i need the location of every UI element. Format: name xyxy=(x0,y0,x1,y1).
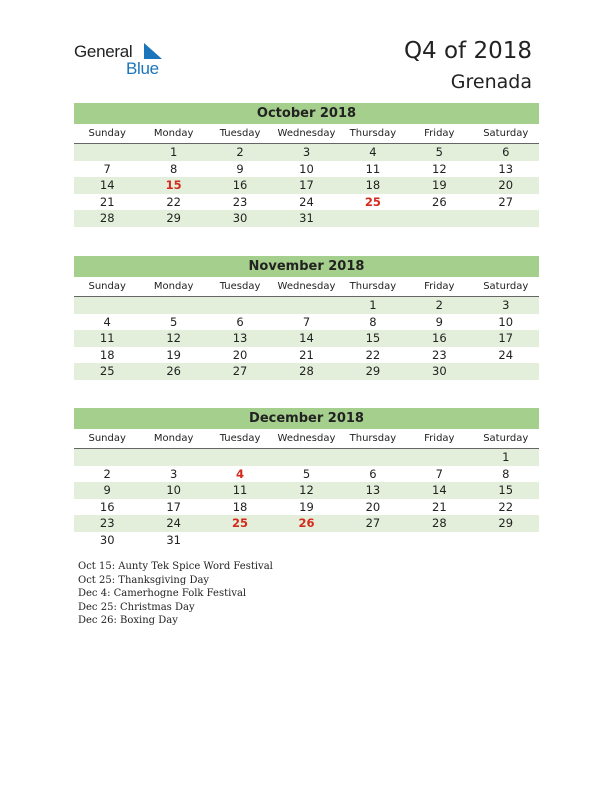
day-cell: 18 xyxy=(99,347,115,362)
week-row xyxy=(74,177,539,194)
day-cell: 22 xyxy=(166,194,181,209)
day-cell: 21 xyxy=(299,347,314,362)
day-cell: 19 xyxy=(166,347,181,362)
week-row xyxy=(74,330,539,347)
weekday-label: Wednesday xyxy=(277,128,336,139)
day-cell: 8 xyxy=(369,314,377,329)
holiday-notes xyxy=(78,560,273,628)
empty-day-cell xyxy=(140,297,206,314)
week-row xyxy=(74,363,539,380)
generalblue-logo xyxy=(74,42,184,78)
weekday-header-row xyxy=(74,277,539,297)
holiday-note: Oct 15: Aunty Tek Spice Word Festival xyxy=(78,561,273,572)
empty-day-cell xyxy=(406,532,472,549)
empty-day-cell xyxy=(273,297,339,314)
day-cell: 15 xyxy=(498,483,514,497)
empty-day-cell xyxy=(473,532,539,549)
day-cell: 27 xyxy=(365,516,381,530)
empty-day-cell xyxy=(74,144,140,161)
day-cell: 20 xyxy=(232,347,248,362)
day-cell: 23 xyxy=(99,516,115,530)
weekday-label: Tuesday xyxy=(219,128,261,139)
empty-day-cell xyxy=(406,210,472,227)
empty-day-cell xyxy=(140,449,206,466)
logo-text-blue: Blue xyxy=(126,59,159,78)
week-row xyxy=(74,144,539,161)
weekday-label: Monday xyxy=(153,433,194,444)
empty-day-cell xyxy=(340,210,406,227)
empty-day-cell xyxy=(74,449,140,466)
month-header: November 2018 xyxy=(74,256,539,277)
day-cell: 25 xyxy=(364,194,381,209)
weekday-label: Sunday xyxy=(88,128,126,139)
weekday-label: Sunday xyxy=(88,433,126,444)
day-cell: 26 xyxy=(166,364,181,378)
day-cell: 25 xyxy=(232,516,249,530)
day-cell: 4 xyxy=(236,466,245,481)
logo-text-general: General xyxy=(74,42,133,61)
day-cell: 19 xyxy=(432,178,447,192)
holiday-note: Oct 25: Thanksgiving Day xyxy=(78,574,210,586)
day-cell: 30 xyxy=(432,364,447,378)
day-cell: 14 xyxy=(99,178,115,192)
empty-day-cell xyxy=(207,449,273,466)
day-cell: 12 xyxy=(432,161,447,176)
day-cell: 19 xyxy=(299,499,314,514)
weekday-label: Saturday xyxy=(483,128,529,139)
day-cell: 30 xyxy=(99,532,115,547)
day-cell: 30 xyxy=(232,211,248,225)
week-row xyxy=(74,499,539,516)
day-cell: 11 xyxy=(99,331,115,345)
page-subtitle: Grenada xyxy=(450,71,532,93)
month-header: October 2018 xyxy=(74,103,539,124)
weekday-label: Wednesday xyxy=(277,281,336,292)
week-row xyxy=(74,532,539,549)
day-cell: 28 xyxy=(432,516,447,530)
day-cell: 18 xyxy=(365,178,381,192)
day-cell: 15 xyxy=(365,331,381,345)
day-cell: 31 xyxy=(299,211,314,225)
day-cell: 2 xyxy=(103,466,111,481)
day-cell: 17 xyxy=(166,499,181,514)
day-cell: 10 xyxy=(299,161,314,176)
day-cell: 1 xyxy=(169,145,178,159)
day-cell: 11 xyxy=(232,483,248,497)
day-cell: 29 xyxy=(166,211,181,225)
week-row xyxy=(74,297,539,314)
day-cell: 9 xyxy=(103,483,111,497)
day-cell: 5 xyxy=(169,314,178,329)
day-cell: 20 xyxy=(498,178,514,192)
day-cell: 2 xyxy=(236,145,244,159)
week-row xyxy=(74,482,539,499)
day-cell: 25 xyxy=(99,364,115,378)
day-cell: 2 xyxy=(435,298,443,312)
day-cell: 3 xyxy=(169,466,178,481)
weekday-label: Monday xyxy=(153,128,194,139)
day-cell: 23 xyxy=(432,347,447,362)
holiday-note: Dec 26: Boxing Day xyxy=(78,615,178,626)
weekday-label: Friday xyxy=(424,433,455,444)
week-row xyxy=(74,515,539,532)
day-cell: 7 xyxy=(435,466,443,481)
week-row xyxy=(74,314,539,331)
month-header: December 2018 xyxy=(74,408,539,429)
day-cell: 15 xyxy=(165,178,182,192)
day-cell: 3 xyxy=(302,145,311,159)
day-cell: 27 xyxy=(498,194,514,209)
day-cell: 12 xyxy=(299,483,314,497)
day-cell: 17 xyxy=(299,178,314,192)
weekday-label: Sunday xyxy=(88,281,126,292)
empty-day-cell xyxy=(273,449,339,466)
day-cell: 26 xyxy=(298,516,315,530)
month-calendar xyxy=(74,256,539,380)
day-cell: 23 xyxy=(232,194,248,209)
day-cell: 21 xyxy=(99,194,115,209)
week-row xyxy=(74,466,539,483)
day-cell: 10 xyxy=(166,483,181,497)
day-cell: 28 xyxy=(299,364,314,378)
day-cell: 26 xyxy=(432,194,447,209)
holiday-note: Dec 25: Christmas Day xyxy=(78,601,195,613)
day-cell: 21 xyxy=(432,499,447,514)
day-cell: 24 xyxy=(166,516,181,530)
empty-day-cell xyxy=(340,449,406,466)
weekday-label: Friday xyxy=(424,128,455,139)
weekday-label: Tuesday xyxy=(219,433,261,444)
day-cell: 11 xyxy=(365,161,381,176)
weekday-label: Friday xyxy=(424,281,455,292)
weekday-label: Saturday xyxy=(483,281,529,292)
day-cell: 13 xyxy=(365,483,381,497)
day-cell: 14 xyxy=(299,331,314,345)
weekday-label: Tuesday xyxy=(219,281,261,292)
day-cell: 13 xyxy=(498,161,514,176)
day-cell: 24 xyxy=(498,347,514,362)
day-cell: 9 xyxy=(435,314,443,329)
empty-day-cell xyxy=(473,363,539,380)
weekday-label: Monday xyxy=(153,281,194,292)
day-cell: 7 xyxy=(302,314,311,329)
day-cell: 5 xyxy=(435,145,443,159)
weekday-label: Wednesday xyxy=(277,433,336,444)
weekday-label: Thursday xyxy=(349,433,397,444)
holiday-note: Dec 4: Camerhogne Folk Festival xyxy=(78,588,247,599)
empty-day-cell xyxy=(74,297,140,314)
day-cell: 20 xyxy=(365,499,381,514)
day-cell: 6 xyxy=(502,145,510,159)
weekday-header-row xyxy=(74,429,539,449)
weekday-label: Thursday xyxy=(349,128,397,139)
week-row xyxy=(74,449,539,466)
day-cell: 29 xyxy=(498,516,514,530)
day-cell: 16 xyxy=(99,499,115,514)
day-cell: 1 xyxy=(502,450,510,464)
weekday-header-row xyxy=(74,124,539,144)
day-cell: 1 xyxy=(369,298,377,312)
week-row xyxy=(74,347,539,364)
day-cell: 6 xyxy=(236,314,244,329)
day-cell: 14 xyxy=(432,483,447,497)
month-calendar xyxy=(74,408,539,548)
empty-day-cell xyxy=(473,210,539,227)
day-cell: 16 xyxy=(432,331,447,345)
day-cell: 12 xyxy=(166,331,181,345)
day-cell: 6 xyxy=(369,466,377,481)
logo-triangle-icon xyxy=(144,43,162,59)
day-cell: 24 xyxy=(299,194,314,209)
month-calendar xyxy=(74,103,539,227)
day-cell: 8 xyxy=(169,161,178,176)
day-cell: 9 xyxy=(236,161,244,176)
empty-day-cell xyxy=(406,449,472,466)
week-row xyxy=(74,210,539,227)
day-cell: 18 xyxy=(232,499,248,514)
week-row xyxy=(74,161,539,178)
day-cell: 17 xyxy=(498,331,514,345)
day-cell: 4 xyxy=(369,145,377,159)
day-cell: 27 xyxy=(232,364,248,378)
empty-day-cell xyxy=(207,532,273,549)
day-cell: 28 xyxy=(99,211,115,225)
empty-day-cell xyxy=(273,532,339,549)
day-cell: 8 xyxy=(502,466,510,481)
empty-day-cell xyxy=(207,297,273,314)
page-title: Q4 of 2018 xyxy=(403,38,532,64)
week-row xyxy=(74,194,539,211)
day-cell: 16 xyxy=(232,178,248,192)
day-cell: 22 xyxy=(365,347,381,362)
day-cell: 31 xyxy=(166,532,181,547)
weekday-label: Thursday xyxy=(349,281,397,292)
empty-day-cell xyxy=(340,532,406,549)
day-cell: 29 xyxy=(365,364,381,378)
day-cell: 5 xyxy=(302,466,311,481)
day-cell: 3 xyxy=(502,298,510,312)
day-cell: 7 xyxy=(103,161,111,176)
day-cell: 10 xyxy=(498,314,514,329)
day-cell: 4 xyxy=(103,314,111,329)
weekday-label: Saturday xyxy=(483,433,529,444)
day-cell: 13 xyxy=(232,331,248,345)
day-cell: 22 xyxy=(498,499,514,514)
